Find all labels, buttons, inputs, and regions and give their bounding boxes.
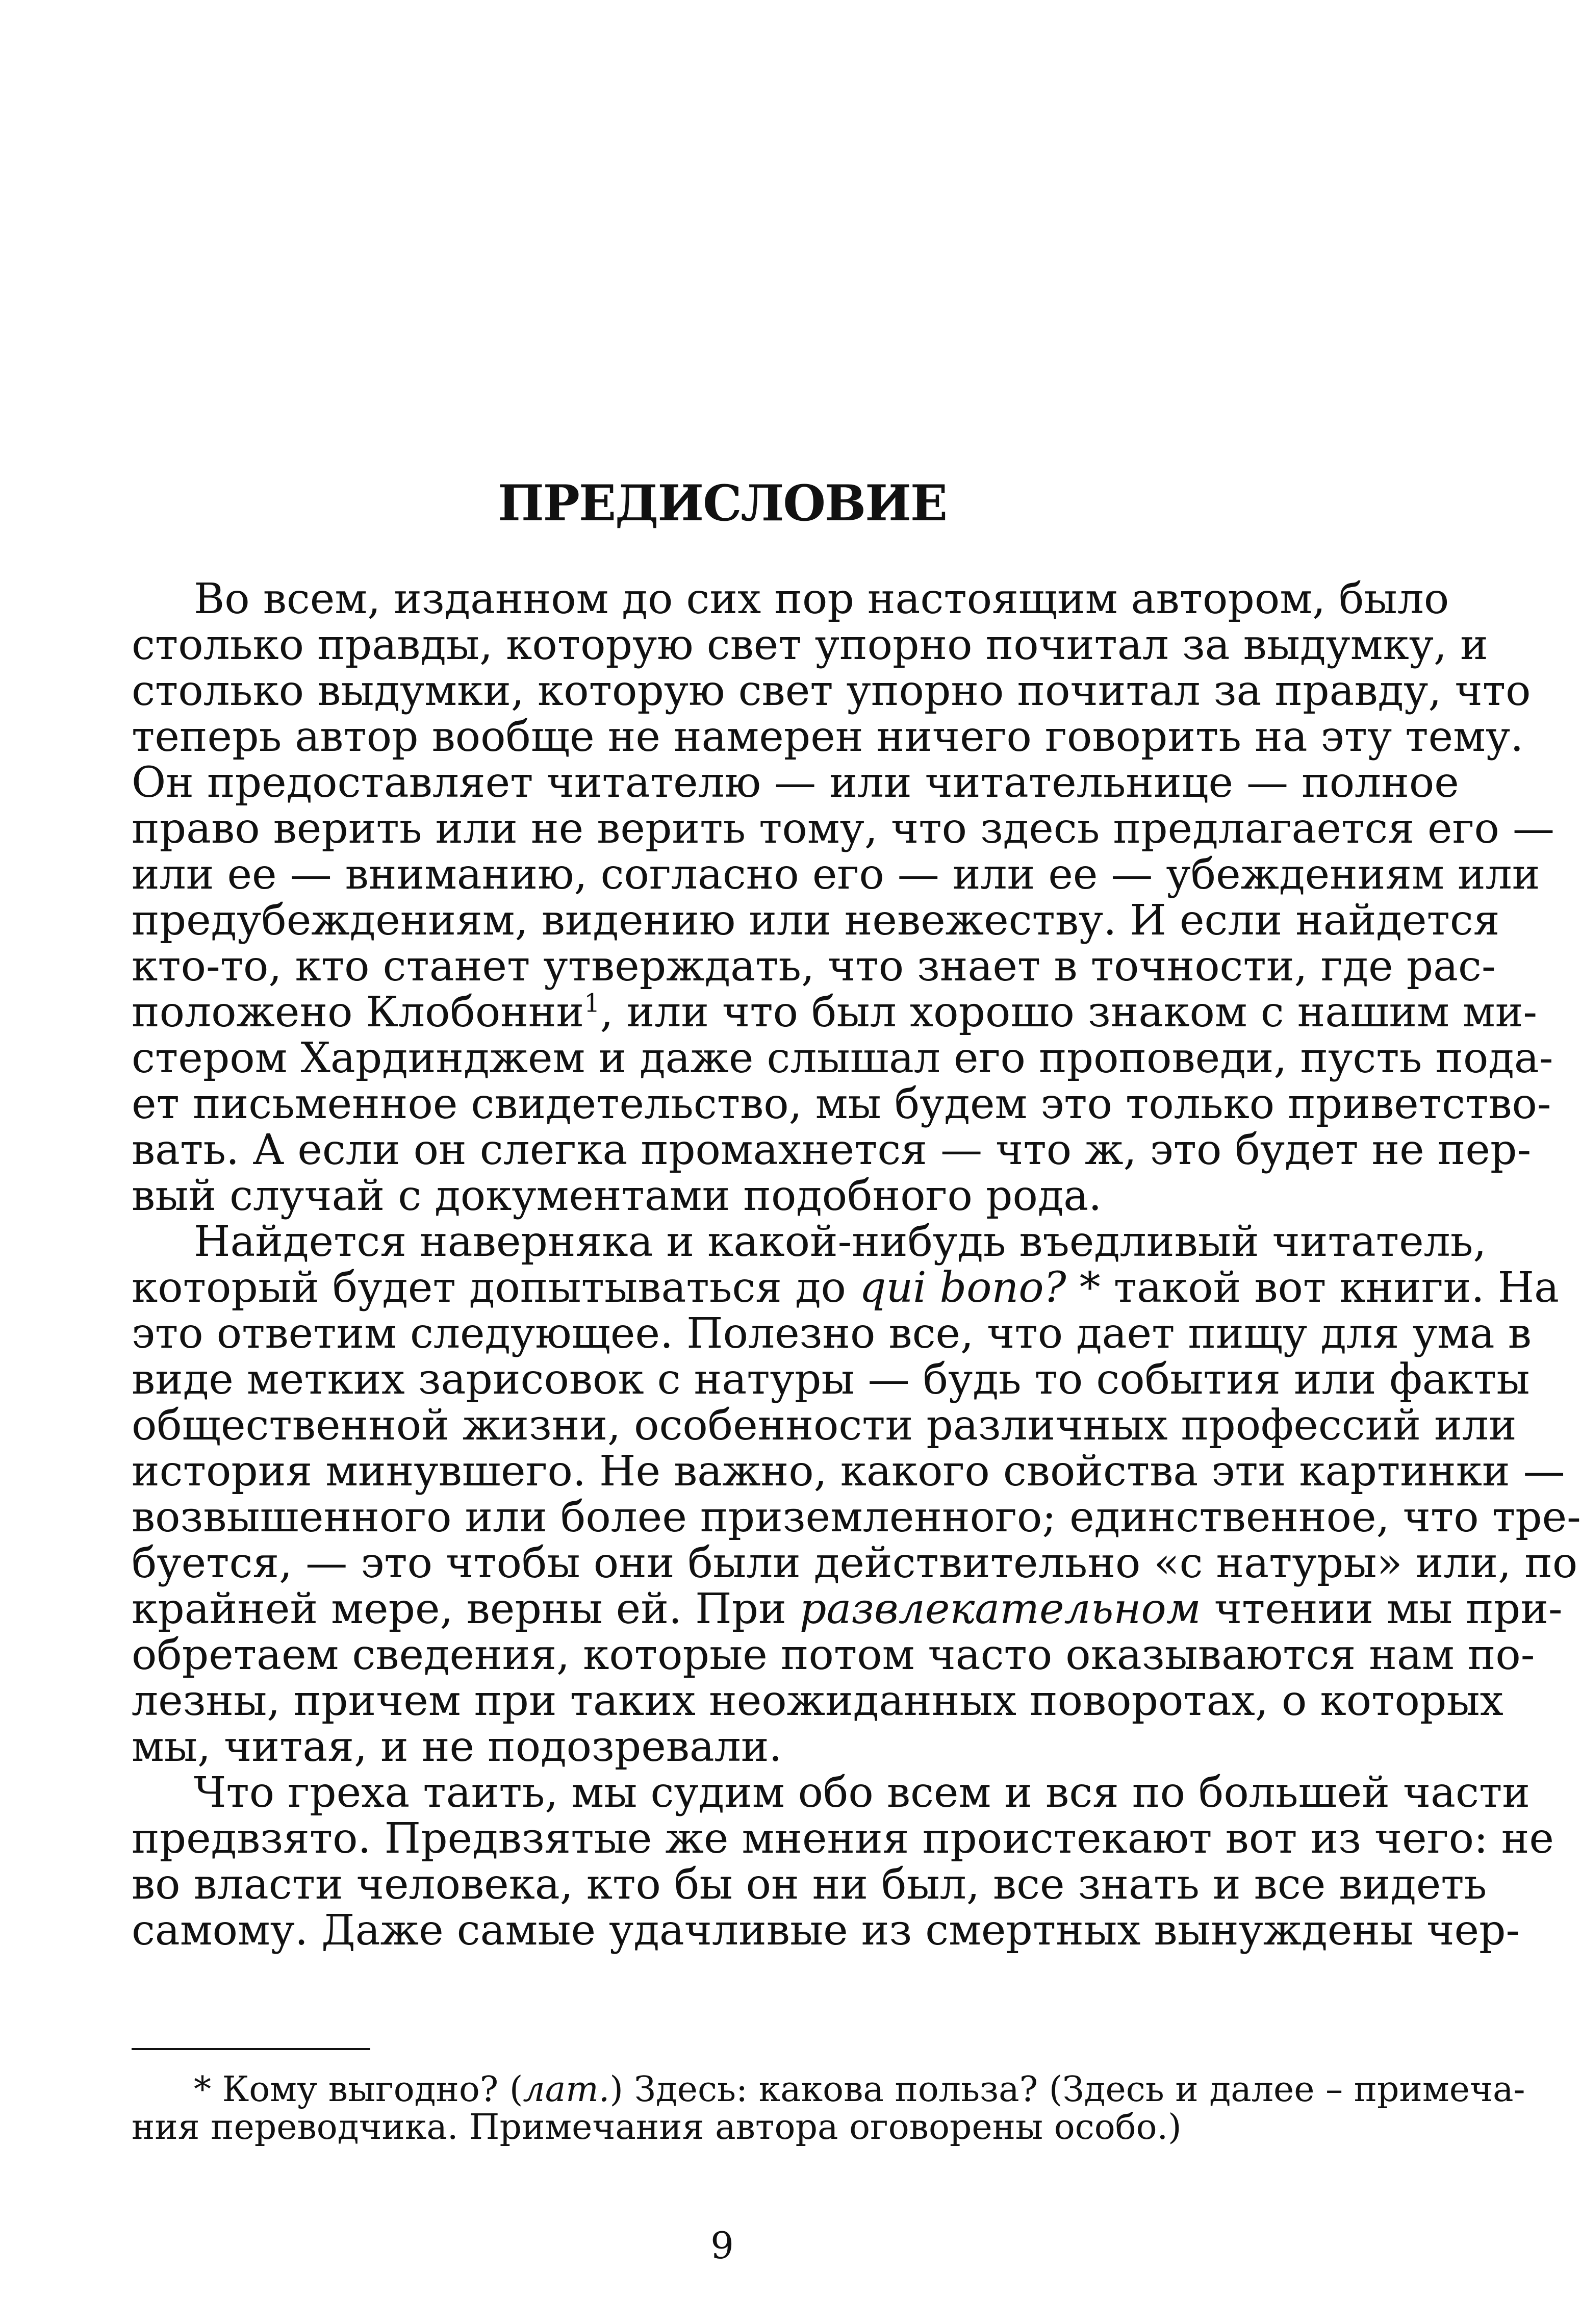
footnote-part-a: Кому выгодно? ( [211, 2069, 523, 2110]
paragraph-2-line-8: буется, — это чтобы они были действительно «с натуры» или, по [132, 1539, 1578, 1587]
footnote-ref-1: 1 [584, 988, 600, 1018]
paragraph-1-line-4: теперь автор вообще не намерен ничего говорить на эту тему. [132, 713, 1524, 761]
paragraph-1-line-2: столько правды, которую свет упорно почитал за выдумку, и [132, 621, 1488, 669]
paragraph-3-line-3: во власти человека, кто бы он ни был, все знать и все видеть [132, 1860, 1487, 1909]
line-9-part-a: крайней мере, верны ей. При [132, 1585, 800, 1633]
paragraph-1-line-8: предубеждениям, видению или невежеству. И если найдется [132, 896, 1500, 945]
chapter-title: ПРЕДИСЛОВИЕ [497, 474, 947, 532]
footnote [132, 2069, 1525, 2148]
line-2-part-a: который будет допытываться до [132, 1264, 859, 1312]
footnote-part-b: ) Здесь: какова польза? (Здесь и далее – примеча- [609, 2069, 1525, 2110]
latin-phrase: qui bono? [859, 1264, 1066, 1312]
paragraph-1-line-6: право верить или не верить тому, что здесь предлагается его — [132, 804, 1554, 853]
footnote-mark: * [194, 2069, 211, 2110]
paragraph-3-line-1: Что греха таить, мы судим обо всем и вся по большей части [194, 1769, 1530, 1817]
footnote-italic: лат. [523, 2069, 610, 2110]
paragraph-2-line-5: общественной жизни, особенности различных профессий или [132, 1401, 1517, 1450]
page-number: 9 [710, 2224, 734, 2267]
body-text [132, 575, 1581, 1955]
italic-word: развлекательном [799, 1585, 1201, 1633]
paragraph-2-line-2 [132, 1264, 1559, 1312]
paragraph-3-line-4: самому. Даже самые удачливые из смертных вынуждены чер- [132, 1906, 1520, 1955]
paragraph-1-line-10 [132, 988, 1538, 1037]
paragraph-1-line-14: вый случай с документами подобного рода. [132, 1172, 1102, 1220]
paragraph-2-line-9 [132, 1585, 1563, 1633]
paragraph-1-line-1: Во всем, изданном до сих пор настоящим автором, было [194, 575, 1449, 623]
paragraph-2-line-3: это ответим следующее. Полезно все, что дает пищу для ума в [132, 1309, 1532, 1358]
paragraph-2-line-10: обретаем сведения, которые потом часто оказываются нам по- [132, 1631, 1535, 1679]
paragraph-2-line-4: виде метких зарисовок с натуры — будь то события или факты [132, 1355, 1530, 1404]
line-2-part-b: * такой вот книги. На [1066, 1264, 1559, 1312]
footnote-line-1 [132, 2069, 1525, 2110]
paragraph-1-line-5: Он предоставляет читателю — или читательнице — полное [132, 759, 1459, 807]
paragraph-2-line-1: Найдется наверняка и какой-нибудь въедливый читатель, [194, 1218, 1487, 1266]
paragraph-1-line-13: вать. А если он слегка промахнется — что ж, это будет не пер- [132, 1126, 1532, 1174]
line-9-part-b: чтении мы при- [1201, 1585, 1563, 1633]
paragraph-2-line-6: история минувшего. Не важно, какого свойства эти картинки — [132, 1447, 1565, 1496]
footnote-line-2: ния переводчика. Примечания автора оговорены особо.) [132, 2107, 1182, 2148]
paragraph-1-line-11: стером Хардинджем и даже слышал его проповеди, пусть пода- [132, 1034, 1553, 1082]
paragraph-1-line-12: ет письменное свидетельство, мы будем это только приветство- [132, 1080, 1551, 1128]
paragraph-3-line-2: предвзято. Предвзятые же мнения проистекают вот из чего: не [132, 1814, 1554, 1863]
line-10-part-a: положено Клобонни [132, 988, 584, 1037]
footnote-divider [132, 2048, 370, 2050]
paragraph-1-line-3: столько выдумки, которую свет упорно почитал за правду, что [132, 667, 1531, 715]
line-10-part-b: , или что был хорошо знаком с нашим ми- [600, 988, 1538, 1037]
paragraph-2-line-12: мы, читая, и не подозревали. [132, 1723, 782, 1771]
paragraph-1-line-7: или ее — вниманию, согласно его — или ее — убеждениям или [132, 850, 1540, 899]
paragraph-2-line-7: возвышенного или более приземленного; единственное, что тре- [132, 1493, 1581, 1542]
paragraph-2-line-11: лезны, причем при таких неожиданных поворотах, о которых [132, 1677, 1503, 1725]
paragraph-1-line-9: кто-то, кто станет утверждать, что знает в точности, где рас- [132, 942, 1496, 991]
